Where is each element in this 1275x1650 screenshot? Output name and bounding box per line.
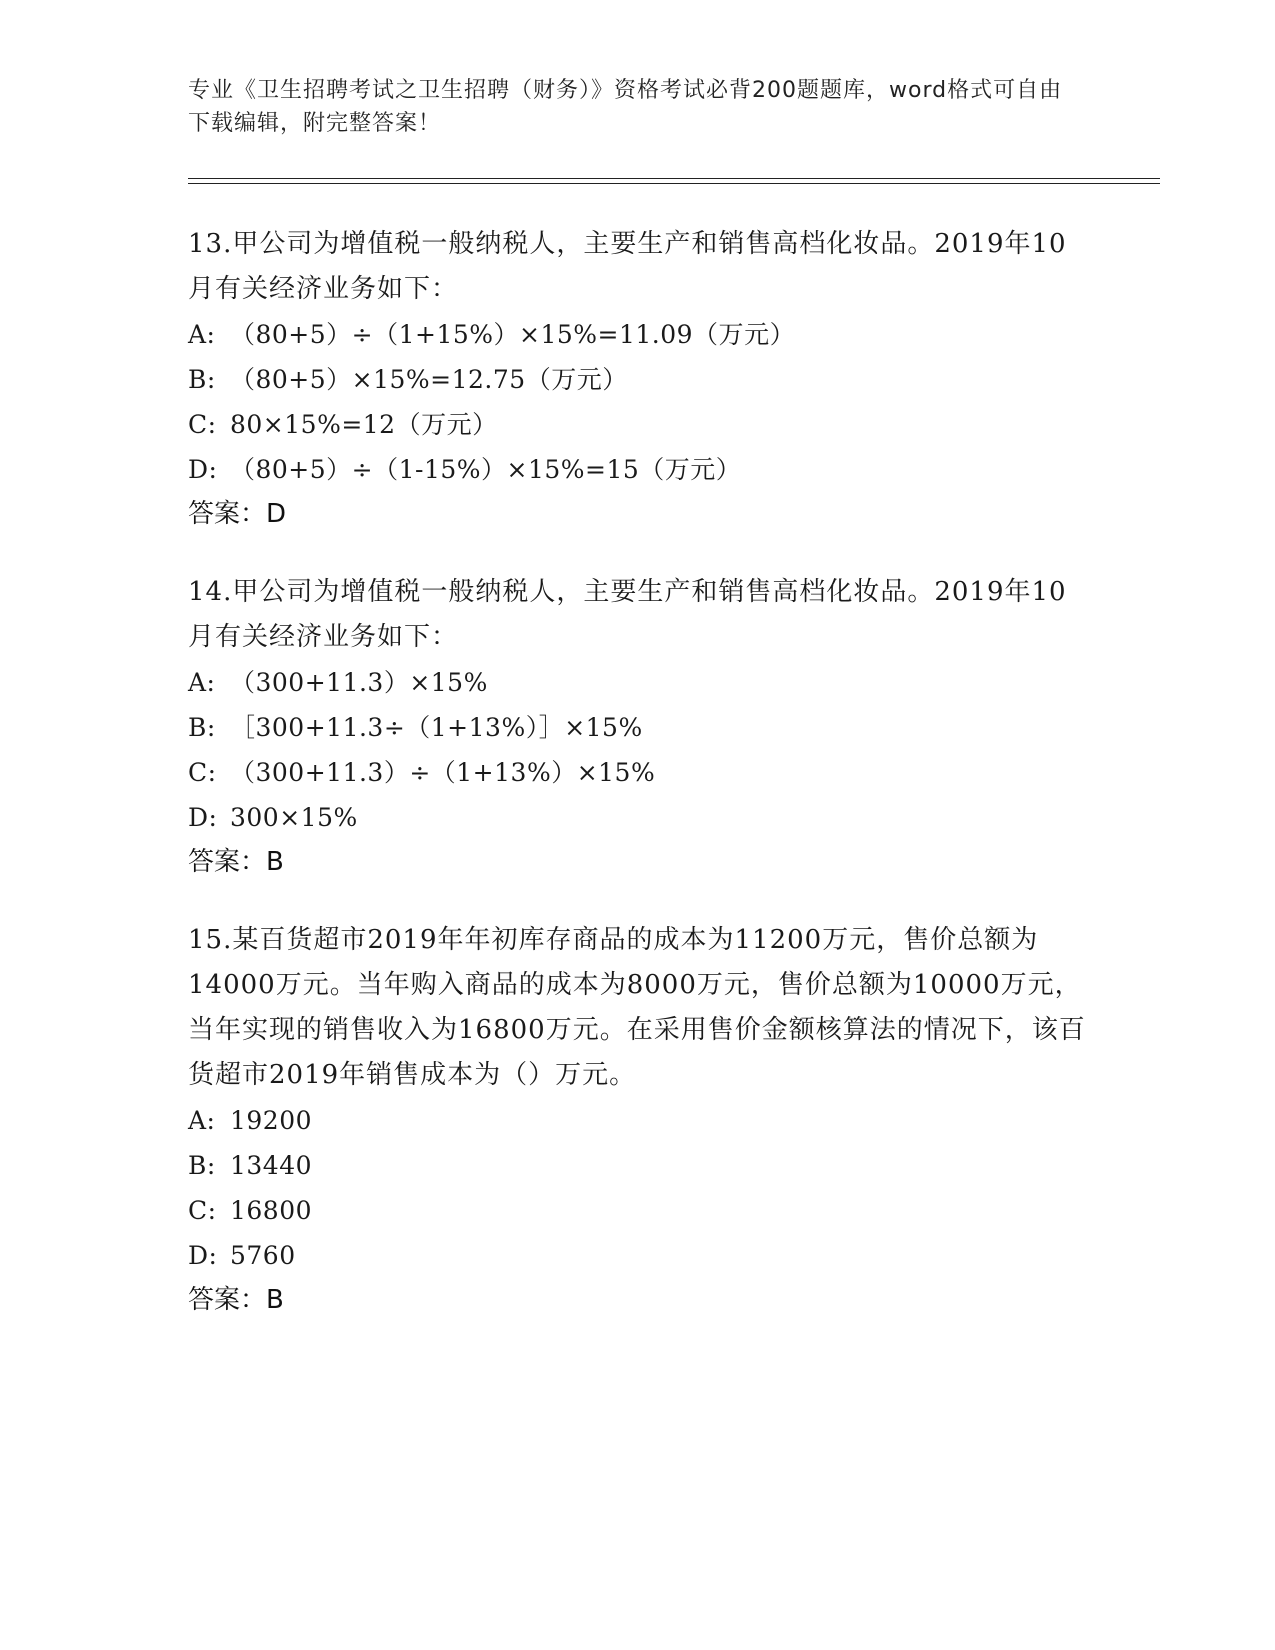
header-divider [188,178,1160,184]
option-letter: A: [188,320,216,349]
question-stem: 13.甲公司为增值税一般纳税人，主要生产和销售高档化妆品。2019年10月有关经济业务如下： [188,229,1067,304]
question-stem: 15.某百货超市2019年年初库存商品的成本为11200万元，售价总额为14000万元。当年购入商品的成本为8000万元，售价总额为10000万元，当年实现的销售收入为16800万元。在采用售价金额核算法的情况下，该百货超市2019年销售成本为（）万元。 [188,925,1086,1090]
option-letter: C: [188,410,217,439]
question-13 [188,222,1088,537]
answer: 答案：B [188,1285,284,1315]
document-header: 专业《卫生招聘考试之卫生招聘（财务）》资格考试必背200题题库，word格式可自由下载编辑，附完整答案！ [188,78,1063,136]
question-14 [188,570,1088,885]
answer: 答案：B [188,847,284,877]
option-letter: D: [188,455,218,484]
option-b [188,705,1088,750]
option-text: （80+5）÷（1-15%）×15%=15（万元） [230,455,742,484]
option-letter: C: [188,758,217,787]
option-text: 80×15%=12（万元） [230,410,498,439]
option-letter: C: [188,1196,217,1225]
question-stem: 14.甲公司为增值税一般纳税人，主要生产和销售高档化妆品。2019年10月有关经济业务如下： [188,577,1067,652]
option-text: 16800 [230,1196,313,1225]
option-text: （300+11.3）×15% [230,668,488,697]
option-text: 5760 [230,1241,296,1270]
option-d [188,447,1088,492]
option-b [188,1143,1088,1188]
option-d [188,1233,1088,1278]
option-d [188,795,1088,840]
option-b [188,357,1088,402]
option-letter: B: [188,1151,216,1180]
option-letter: D: [188,1241,218,1270]
option-text: （80+5）÷（1+15%）×15%=11.09（万元） [230,320,796,349]
option-a [188,660,1088,705]
option-a [188,1098,1088,1143]
option-letter: B: [188,365,216,394]
option-text: 300×15% [230,803,358,832]
option-c [188,750,1088,795]
option-text: （300+11.3）÷（1+13%）×15% [230,758,656,787]
option-text: 19200 [230,1106,313,1135]
option-c [188,1188,1088,1233]
option-text: ［300+11.3÷（1+13%）］×15% [230,713,643,742]
option-letter: A: [188,1106,216,1135]
answer: 答案：D [188,499,287,529]
option-c [188,402,1088,447]
option-letter: D: [188,803,218,832]
question-15 [188,918,1088,1323]
option-letter: A: [188,668,216,697]
option-a [188,312,1088,357]
option-letter: B: [188,713,216,742]
option-text: （80+5）×15%=12.75（万元） [230,365,628,394]
option-text: 13440 [230,1151,313,1180]
